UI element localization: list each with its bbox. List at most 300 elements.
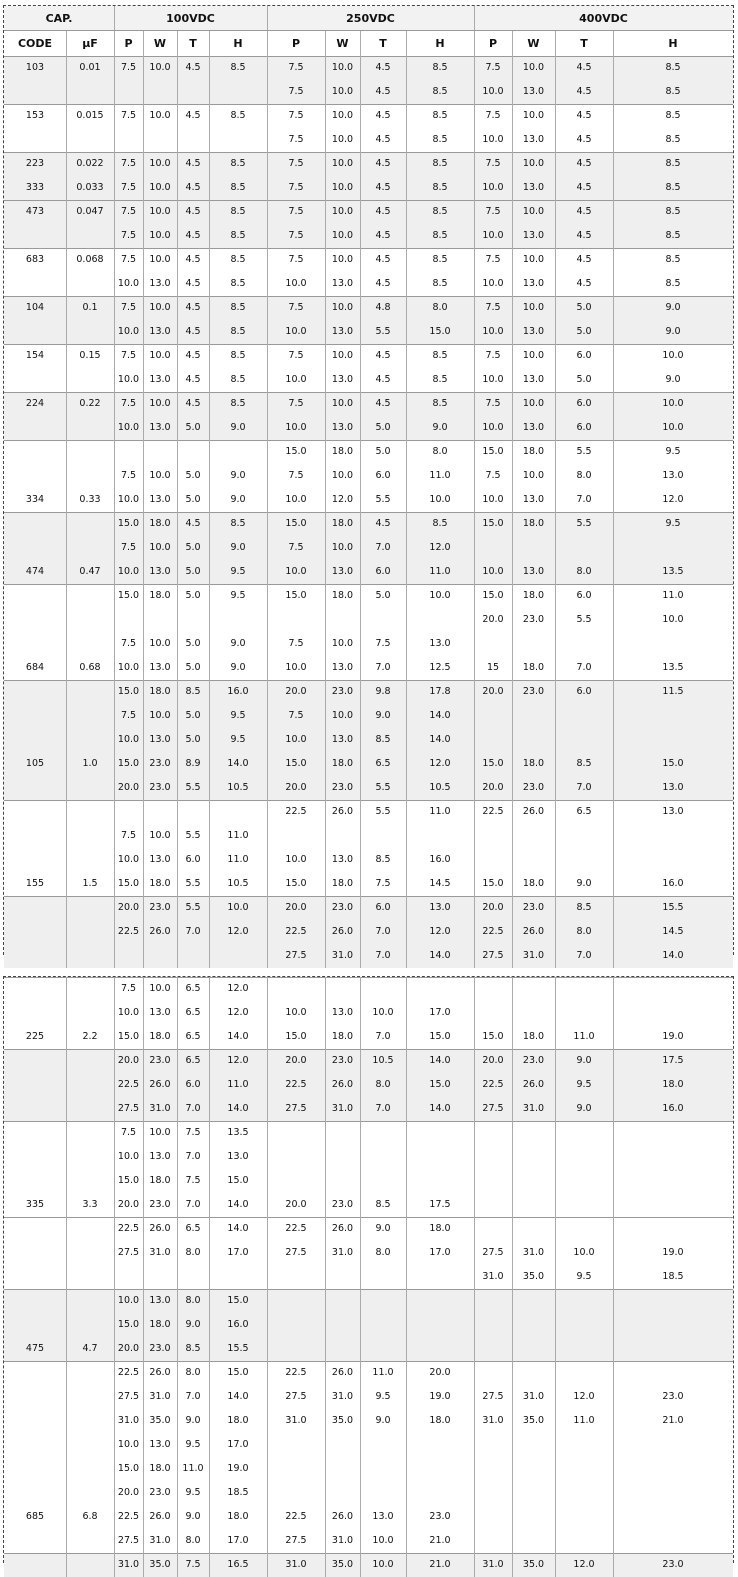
table-cell: 13.0 bbox=[522, 230, 545, 241]
table-cell: 4.5 bbox=[375, 398, 391, 409]
table-cell: 10.0 bbox=[482, 230, 504, 241]
table-cell: 7.0 bbox=[185, 1103, 201, 1114]
table-cell: 10.0 bbox=[117, 854, 140, 865]
table-cell: 16.0 bbox=[662, 878, 684, 889]
table-cell: 23.0 bbox=[331, 686, 354, 697]
table-cell: 10.0 bbox=[482, 182, 504, 193]
table-cell: 7.5 bbox=[120, 830, 137, 841]
table-cell: 9.5 bbox=[230, 710, 246, 721]
table-cell: 473 bbox=[25, 206, 45, 217]
table-cell: 9.0 bbox=[185, 1319, 201, 1330]
table-cell: 10.0 bbox=[482, 422, 504, 433]
table-cell: 13.0 bbox=[372, 1511, 394, 1522]
table-cell: 7.5 bbox=[288, 182, 304, 193]
table-cell: 8.5 bbox=[230, 350, 246, 361]
table-cell: 19.0 bbox=[227, 1463, 249, 1474]
table-cell: 10.0 bbox=[285, 854, 307, 865]
table-cell: 7.5 bbox=[120, 470, 137, 481]
table-cell: 12.0 bbox=[227, 926, 249, 937]
table-cell: 7.5 bbox=[485, 350, 501, 361]
table-cell: 18.0 bbox=[227, 1415, 249, 1426]
table-cell: 22.5 bbox=[482, 806, 504, 817]
table-cell: 27.5 bbox=[482, 950, 504, 961]
table-cell: 4.5 bbox=[375, 134, 391, 145]
table-cell: 103 bbox=[25, 62, 45, 73]
table-cell: 22.5 bbox=[285, 926, 307, 937]
table-cell: 31.0 bbox=[331, 1103, 354, 1114]
column-header: T bbox=[189, 37, 197, 50]
table-cell: 7.5 bbox=[485, 158, 501, 169]
table-cell: 4.5 bbox=[185, 350, 201, 361]
table-cell: 12.0 bbox=[573, 1559, 595, 1570]
table-cell: 31.0 bbox=[285, 1559, 307, 1570]
table-cell: 7.0 bbox=[375, 1103, 391, 1114]
table-cell: 11.0 bbox=[227, 830, 249, 841]
table-cell: 7.5 bbox=[120, 398, 137, 409]
column-divider bbox=[66, 896, 67, 968]
table-cell: 4.5 bbox=[185, 518, 201, 529]
table-cell: 10.0 bbox=[331, 230, 354, 241]
table-cell: 15.0 bbox=[117, 758, 140, 769]
table-cell: 10.0 bbox=[331, 182, 354, 193]
column-divider bbox=[360, 1361, 361, 1553]
column-divider bbox=[613, 1289, 614, 1361]
capacitance-group bbox=[4, 1121, 733, 1217]
table-cell: 10.0 bbox=[149, 398, 171, 409]
table-cell: 16.0 bbox=[227, 686, 249, 697]
table-cell: 27.5 bbox=[285, 950, 307, 961]
table-cell: 4.8 bbox=[375, 302, 391, 313]
table-cell: 7.0 bbox=[185, 926, 201, 937]
table-cell: 12.0 bbox=[227, 1055, 249, 1066]
table-cell: 8.5 bbox=[230, 62, 246, 73]
table-cell: 18.5 bbox=[227, 1487, 249, 1498]
table-cell: 4.5 bbox=[185, 158, 201, 169]
table-cell: 10.0 bbox=[149, 62, 171, 73]
table-cell: 8.5 bbox=[375, 734, 391, 745]
capacitance-group bbox=[4, 104, 733, 152]
table-cell: 20.0 bbox=[285, 686, 307, 697]
table-cell: 10.0 bbox=[117, 734, 140, 745]
table-cell: 7.5 bbox=[288, 134, 304, 145]
table-cell: 9.0 bbox=[230, 470, 246, 481]
table-cell: 14.0 bbox=[227, 1103, 249, 1114]
table-cell: 5.0 bbox=[185, 734, 201, 745]
table-cell: 11.5 bbox=[662, 686, 684, 697]
table-cell: 10.0 bbox=[285, 566, 307, 577]
table-cell: 334 bbox=[25, 494, 45, 505]
table-cell: 13.0 bbox=[149, 278, 171, 289]
table-cell: 4.5 bbox=[375, 206, 391, 217]
table-cell: 5.0 bbox=[576, 302, 592, 313]
table-cell: 2.2 bbox=[82, 1031, 98, 1042]
table-cell: 15.0 bbox=[482, 446, 504, 457]
table-cell: 7.5 bbox=[288, 542, 304, 553]
table-cell: 0.022 bbox=[76, 158, 104, 169]
table-cell: 105 bbox=[25, 758, 45, 769]
table-cell: 14.0 bbox=[227, 1031, 249, 1042]
table-cell: 10.0 bbox=[331, 398, 354, 409]
column-divider bbox=[143, 31, 144, 56]
table-cell: 10.0 bbox=[522, 62, 545, 73]
table-cell: 104 bbox=[25, 302, 45, 313]
table-cell: 4.5 bbox=[375, 182, 391, 193]
table-cell: 8.0 bbox=[432, 302, 448, 313]
table-cell: 26.0 bbox=[149, 926, 171, 937]
table-cell: 13.0 bbox=[429, 902, 451, 913]
table-cell: 7.0 bbox=[185, 1199, 201, 1210]
column-header: µF bbox=[82, 37, 98, 50]
table-cell: 8.5 bbox=[665, 278, 681, 289]
column-divider bbox=[66, 1361, 67, 1553]
table-cell: 7.5 bbox=[120, 254, 137, 265]
table-cell: 31.0 bbox=[149, 1247, 171, 1258]
table-cell: 7.5 bbox=[120, 158, 137, 169]
table-cell: 23.0 bbox=[522, 782, 545, 793]
table-cell: 15.0 bbox=[482, 878, 504, 889]
table-cell: 8.5 bbox=[665, 62, 681, 73]
table-cell: 10.0 bbox=[149, 206, 171, 217]
table-cell: 31.0 bbox=[117, 1559, 140, 1570]
table-cell: 13.0 bbox=[149, 422, 171, 433]
table-cell: 12.0 bbox=[662, 494, 684, 505]
table-cell: 6.5 bbox=[185, 1223, 201, 1234]
table-cell: 8.5 bbox=[665, 158, 681, 169]
column-divider bbox=[114, 1361, 115, 1553]
column-divider bbox=[66, 1049, 67, 1121]
table-cell: 15.0 bbox=[285, 590, 307, 601]
column-header: T bbox=[379, 37, 387, 50]
table-cell: 12.0 bbox=[227, 983, 249, 994]
table-cell: 10.0 bbox=[522, 470, 545, 481]
table-cell: 10.0 bbox=[482, 278, 504, 289]
table-cell: 31.0 bbox=[522, 1247, 545, 1258]
table-cell: 13.0 bbox=[149, 566, 171, 577]
table-cell: 5.0 bbox=[375, 590, 391, 601]
table-cell: 17.0 bbox=[227, 1535, 249, 1546]
table-cell: 31.0 bbox=[522, 1391, 545, 1402]
table-cell: 23.0 bbox=[149, 1343, 171, 1354]
column-divider bbox=[325, 1289, 326, 1361]
table-cell: 17.0 bbox=[227, 1439, 249, 1450]
table-cell: 22.5 bbox=[117, 926, 140, 937]
table-cell: 8.5 bbox=[432, 134, 448, 145]
table-cell: 7.5 bbox=[288, 350, 304, 361]
capacitance-group bbox=[4, 248, 733, 296]
table-cell: 5.5 bbox=[375, 806, 391, 817]
table-cell: 26.0 bbox=[522, 1079, 545, 1090]
table-cell: 21.0 bbox=[662, 1415, 684, 1426]
table-cell: 18.0 bbox=[522, 878, 545, 889]
table-cell: 31.0 bbox=[285, 1415, 307, 1426]
table-cell: 18.0 bbox=[331, 518, 354, 529]
column-divider bbox=[66, 31, 67, 56]
table-cell: 10.0 bbox=[285, 1007, 307, 1018]
table-cell: 11.0 bbox=[662, 590, 684, 601]
table-cell: 10.0 bbox=[331, 470, 354, 481]
table-cell: 18.0 bbox=[522, 446, 545, 457]
table-cell: 7.5 bbox=[288, 230, 304, 241]
table-cell: 5.0 bbox=[185, 710, 201, 721]
table-cell: 17.8 bbox=[429, 686, 451, 697]
table-cell: 13.0 bbox=[331, 854, 354, 865]
column-header: P bbox=[488, 37, 498, 50]
table-cell: 13.0 bbox=[522, 134, 545, 145]
table-cell: 15.0 bbox=[117, 1463, 140, 1474]
table-cell: 31.0 bbox=[522, 950, 545, 961]
table-cell: 7.5 bbox=[288, 254, 304, 265]
table-cell: 13.0 bbox=[149, 1007, 171, 1018]
column-divider bbox=[325, 1361, 326, 1553]
table-cell: 8.5 bbox=[230, 230, 246, 241]
table-cell: 35.0 bbox=[149, 1559, 171, 1570]
header-group-label: 100VDC bbox=[166, 12, 215, 25]
table-cell: 27.5 bbox=[482, 1247, 504, 1258]
table-cell: 9.5 bbox=[576, 1079, 592, 1090]
table-cell: 17.5 bbox=[662, 1055, 684, 1066]
table-cell: 7.5 bbox=[288, 470, 304, 481]
column-divider bbox=[613, 31, 614, 56]
column-header: W bbox=[527, 37, 540, 50]
table-cell: 4.5 bbox=[185, 302, 201, 313]
table-cell: 4.5 bbox=[375, 278, 391, 289]
table-cell: 5.5 bbox=[375, 326, 391, 337]
table-cell: 10.0 bbox=[522, 254, 545, 265]
table-cell: 23.0 bbox=[522, 686, 545, 697]
table-cell: 10.0 bbox=[331, 62, 354, 73]
table-cell: 35.0 bbox=[522, 1559, 545, 1570]
header-group-label: 400VDC bbox=[579, 12, 628, 25]
table-cell: 22.5 bbox=[285, 1511, 307, 1522]
table-cell: 10.0 bbox=[331, 110, 354, 121]
table-cell: 23.0 bbox=[149, 782, 171, 793]
table-cell: 8.5 bbox=[230, 254, 246, 265]
table-cell: 10.0 bbox=[331, 710, 354, 721]
table-cell: 13.0 bbox=[522, 422, 545, 433]
table-cell: 8.5 bbox=[230, 182, 246, 193]
table-cell: 18.0 bbox=[331, 1031, 354, 1042]
table-cell: 4.5 bbox=[576, 110, 592, 121]
table-cell: 9.0 bbox=[665, 374, 681, 385]
table-cell: 15.0 bbox=[429, 1079, 451, 1090]
table-cell: 8.5 bbox=[432, 230, 448, 241]
table-cell: 10.0 bbox=[522, 206, 545, 217]
table-cell: 15.0 bbox=[662, 758, 684, 769]
table-cell: 31.0 bbox=[522, 1103, 545, 1114]
table-cell: 17.0 bbox=[227, 1247, 249, 1258]
table-cell: 10.0 bbox=[149, 1127, 171, 1138]
table-cell: 10.0 bbox=[285, 278, 307, 289]
table-cell: 7.5 bbox=[120, 62, 137, 73]
table-cell: 10.0 bbox=[117, 662, 140, 673]
table-cell: 12.5 bbox=[429, 662, 451, 673]
table-cell: 6.0 bbox=[375, 902, 391, 913]
table-cell: 21.0 bbox=[429, 1559, 451, 1570]
column-header: H bbox=[668, 37, 678, 50]
table-cell: 23.0 bbox=[149, 1199, 171, 1210]
column-divider bbox=[474, 1361, 475, 1553]
table-cell: 9.0 bbox=[576, 878, 592, 889]
table-cell: 10.0 bbox=[117, 1151, 140, 1162]
table-cell: 10.0 bbox=[372, 1559, 394, 1570]
table-cell: 7.0 bbox=[185, 1151, 201, 1162]
table-cell: 18.0 bbox=[149, 1175, 171, 1186]
table-cell: 23.0 bbox=[662, 1559, 684, 1570]
table-cell: 7.0 bbox=[576, 494, 592, 505]
column-divider bbox=[555, 1289, 556, 1361]
table-cell: 18.0 bbox=[522, 758, 545, 769]
table-cell: 4.5 bbox=[576, 182, 592, 193]
table-cell: 23.0 bbox=[149, 902, 171, 913]
table-cell: 18.0 bbox=[331, 758, 354, 769]
table-cell: 27.5 bbox=[117, 1247, 140, 1258]
table-cell: 10.0 bbox=[331, 206, 354, 217]
table-cell: 10.0 bbox=[662, 614, 684, 625]
table-cell: 31.0 bbox=[149, 1103, 171, 1114]
table-cell: 18.0 bbox=[149, 686, 171, 697]
table-cell: 6.5 bbox=[185, 983, 201, 994]
table-cell: 223 bbox=[25, 158, 45, 169]
table-cell: 14.0 bbox=[429, 710, 451, 721]
table-cell: 8.5 bbox=[665, 230, 681, 241]
table-cell: 18.0 bbox=[522, 590, 545, 601]
table-cell: 20.0 bbox=[285, 1055, 307, 1066]
table-cell: 13.0 bbox=[331, 374, 354, 385]
table-cell: 4.5 bbox=[185, 278, 201, 289]
table-cell: 27.5 bbox=[482, 1103, 504, 1114]
column-divider bbox=[143, 1361, 144, 1553]
table-cell: 31.0 bbox=[482, 1271, 504, 1282]
table-cell: 7.5 bbox=[375, 638, 391, 649]
table-cell: 10.5 bbox=[429, 782, 451, 793]
column-divider bbox=[209, 31, 210, 56]
table-cell: 6.0 bbox=[576, 590, 592, 601]
column-header: P bbox=[124, 37, 133, 50]
header-group-label: 250VDC bbox=[346, 12, 395, 25]
table-cell: 20.0 bbox=[285, 1199, 307, 1210]
table-cell: 8.0 bbox=[576, 566, 592, 577]
table-cell: 8.5 bbox=[432, 254, 448, 265]
table-cell: 13.0 bbox=[522, 278, 545, 289]
table-cell: 7.5 bbox=[185, 1559, 201, 1570]
table-cell: 26.0 bbox=[331, 926, 354, 937]
table-cell: 11.0 bbox=[429, 566, 451, 577]
table-cell: 4.5 bbox=[375, 518, 391, 529]
table-cell: 4.5 bbox=[185, 254, 201, 265]
table-cell: 0.22 bbox=[79, 398, 101, 409]
table-cell: 8.5 bbox=[230, 302, 246, 313]
table-cell: 8.5 bbox=[432, 398, 448, 409]
table-cell: 14.0 bbox=[429, 1103, 451, 1114]
table-cell: 7.0 bbox=[375, 662, 391, 673]
table-cell: 13.0 bbox=[149, 1295, 171, 1306]
table-cell: 10.0 bbox=[117, 422, 140, 433]
table-cell: 20.0 bbox=[117, 902, 140, 913]
table-cell: 4.5 bbox=[185, 182, 201, 193]
table-cell: 10.0 bbox=[117, 566, 140, 577]
table-cell: 12.0 bbox=[429, 758, 451, 769]
table-cell: 8.5 bbox=[230, 374, 246, 385]
table-cell: 5.0 bbox=[185, 566, 201, 577]
table-cell: 13.0 bbox=[429, 638, 451, 649]
table-cell: 0.068 bbox=[76, 254, 104, 265]
table-cell: 15.0 bbox=[429, 326, 451, 337]
column-header: H bbox=[435, 37, 445, 50]
column-divider bbox=[613, 1361, 614, 1553]
table-cell: 18.0 bbox=[662, 1079, 684, 1090]
column-divider bbox=[66, 1217, 67, 1289]
table-cell: 27.5 bbox=[285, 1247, 307, 1258]
table-cell: 22.5 bbox=[285, 806, 307, 817]
table-cell: 5.5 bbox=[185, 830, 201, 841]
table-cell: 4.5 bbox=[576, 206, 592, 217]
table-cell: 9.5 bbox=[665, 518, 681, 529]
capacitance-group bbox=[4, 296, 733, 344]
table-cell: 4.5 bbox=[375, 110, 391, 121]
table-cell: 18.5 bbox=[662, 1271, 684, 1282]
table-cell: 13.0 bbox=[662, 806, 684, 817]
table-cell: 14.0 bbox=[429, 950, 451, 961]
table-cell: 683 bbox=[25, 254, 45, 265]
table-cell: 10.0 bbox=[285, 734, 307, 745]
table-cell: 8.5 bbox=[230, 398, 246, 409]
table-cell: 22.5 bbox=[482, 926, 504, 937]
table-cell: 5.0 bbox=[185, 470, 201, 481]
table-cell: 8.5 bbox=[185, 686, 201, 697]
table-cell: 27.5 bbox=[285, 1535, 307, 1546]
table-cell: 18.0 bbox=[149, 1319, 171, 1330]
capacitance-group bbox=[4, 680, 733, 800]
table-cell: 23.0 bbox=[149, 758, 171, 769]
table-cell: 18.0 bbox=[429, 1415, 451, 1426]
table-cell: 6.0 bbox=[576, 398, 592, 409]
table-cell: 10.0 bbox=[285, 326, 307, 337]
table-cell: 4.5 bbox=[576, 254, 592, 265]
table-cell: 4.5 bbox=[576, 62, 592, 73]
table-cell: 8.5 bbox=[432, 278, 448, 289]
table-cell: 13.5 bbox=[227, 1127, 249, 1138]
table-cell: 20.0 bbox=[482, 902, 504, 913]
table-cell: 15.0 bbox=[227, 1367, 249, 1378]
table-cell: 8.0 bbox=[432, 446, 448, 457]
table-cell: 12.0 bbox=[429, 542, 451, 553]
table-cell: 8.5 bbox=[576, 758, 592, 769]
table-cell: 5.0 bbox=[375, 422, 391, 433]
table-cell: 35.0 bbox=[522, 1271, 545, 1282]
table-cell: 7.5 bbox=[485, 206, 501, 217]
table-cell: 7.5 bbox=[120, 542, 137, 553]
column-divider bbox=[66, 1553, 67, 1577]
table-cell: 7.5 bbox=[288, 158, 304, 169]
table-cell: 11.0 bbox=[227, 854, 249, 865]
capacitance-group bbox=[4, 1553, 733, 1577]
table-cell: 4.5 bbox=[185, 230, 201, 241]
table-cell: 31.0 bbox=[482, 1415, 504, 1426]
table-cell: 7.5 bbox=[485, 254, 501, 265]
table-cell: 13.0 bbox=[522, 86, 545, 97]
table-cell: 10.0 bbox=[117, 1007, 140, 1018]
table-cell: 7.5 bbox=[120, 983, 137, 994]
table-cell: 8.5 bbox=[432, 158, 448, 169]
table-cell: 685 bbox=[25, 1511, 45, 1522]
table-cell: 7.5 bbox=[288, 302, 304, 313]
column-divider bbox=[555, 1121, 556, 1217]
table-cell: 7.0 bbox=[576, 662, 592, 673]
table-cell: 19.0 bbox=[662, 1031, 684, 1042]
table-cell: 14.0 bbox=[227, 1199, 249, 1210]
table-cell: 6.0 bbox=[576, 350, 592, 361]
table-cell: 8.0 bbox=[576, 470, 592, 481]
